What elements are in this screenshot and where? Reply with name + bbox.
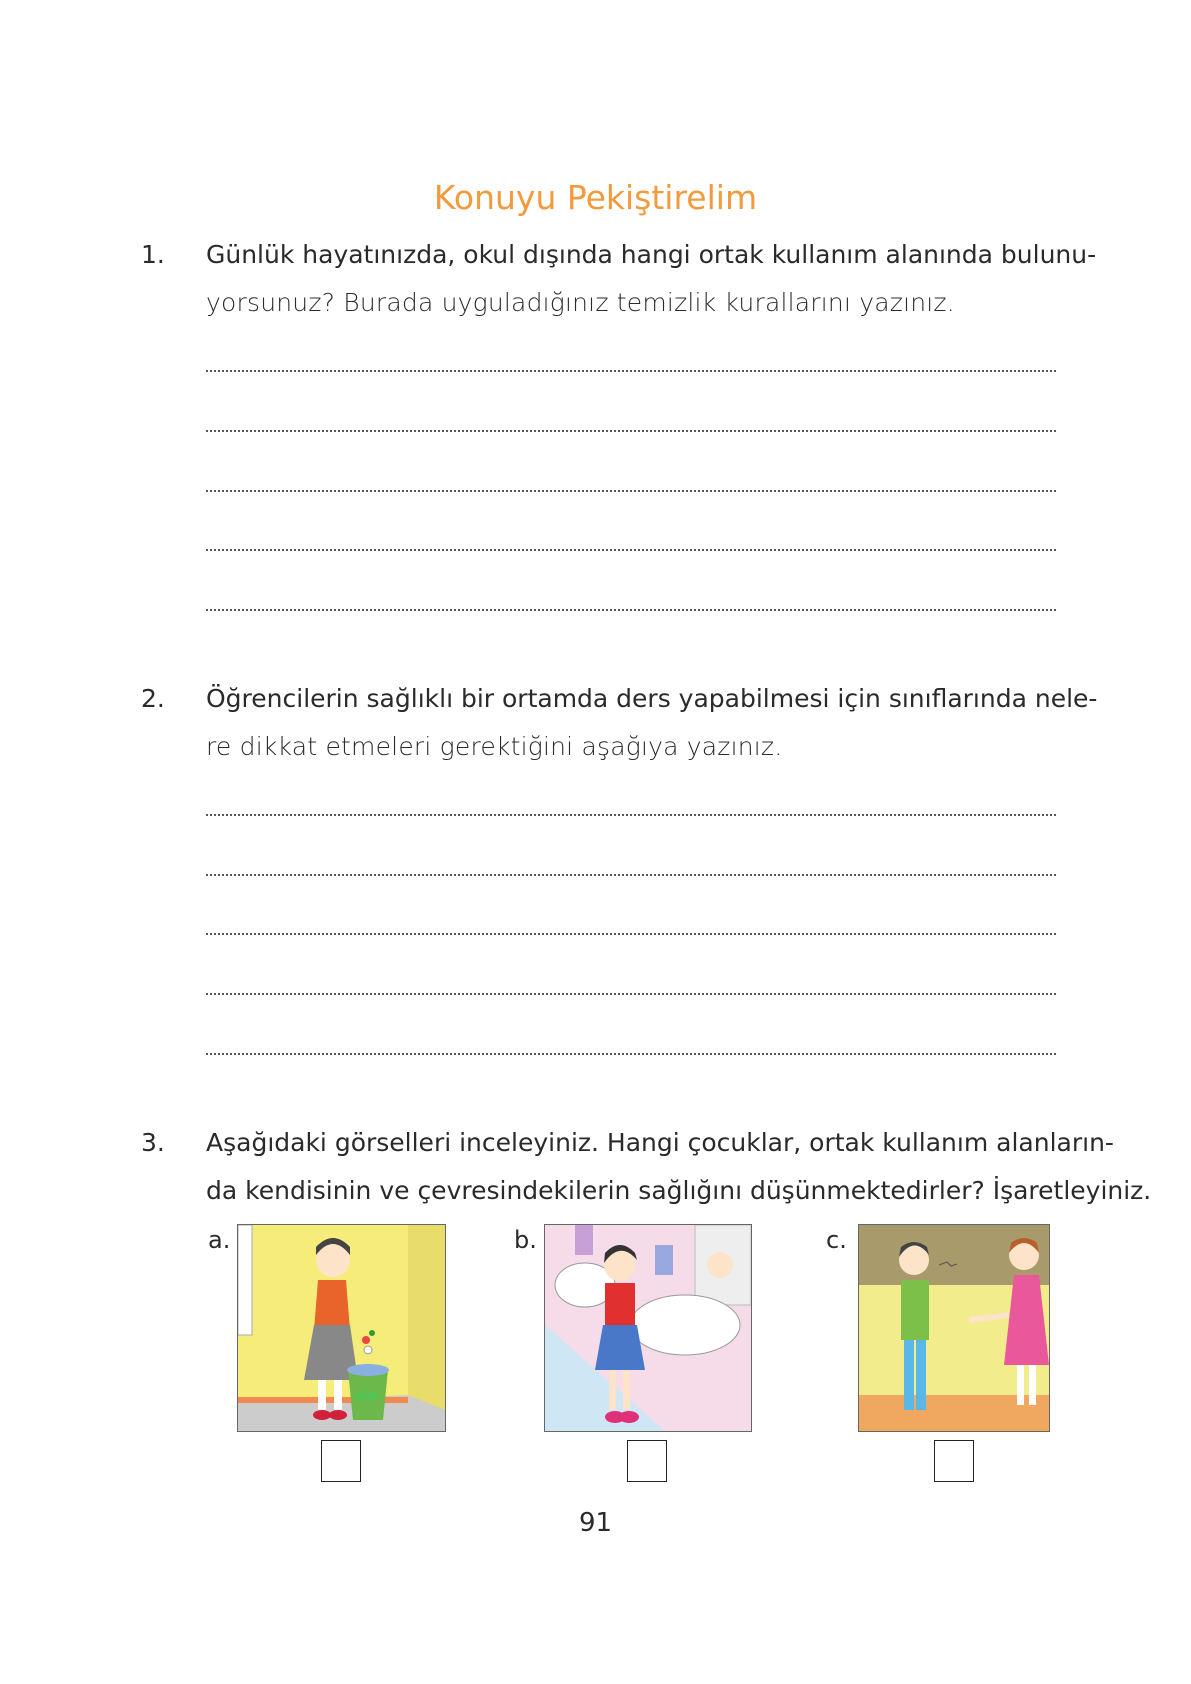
option-label: c. (826, 1226, 847, 1254)
answer-line[interactable] (206, 933, 1056, 935)
answer-line[interactable] (206, 430, 1056, 432)
question-number: 3. (141, 1128, 165, 1157)
answer-line[interactable] (206, 814, 1056, 816)
answer-line[interactable] (206, 370, 1056, 372)
checkbox-option-a[interactable] (321, 1440, 361, 1482)
illustration-girl-washing-hands (544, 1224, 752, 1432)
question-text: Günlük hayatınızda, okul dışında hangi ortak kullanım alanında bulunu- (206, 240, 1097, 269)
checkbox-option-b[interactable] (627, 1440, 667, 1482)
answer-line[interactable] (206, 609, 1056, 611)
question-text: Aşağıdaki görselleri inceleyiniz. Hangi çocuklar, ortak kullanım alanların- (206, 1128, 1114, 1157)
answer-line[interactable] (206, 490, 1056, 492)
answer-line[interactable] (206, 874, 1056, 876)
illustration-girl-throwing-trash (237, 1224, 446, 1432)
question-number: 2. (141, 684, 165, 713)
answer-line[interactable] (206, 993, 1056, 995)
option-label: a. (208, 1226, 231, 1254)
answer-line[interactable] (206, 1053, 1056, 1055)
option-label: b. (514, 1226, 537, 1254)
question-number: 1. (141, 240, 165, 269)
question-text: Öğrencilerin sağlıklı bir ortamda ders yapabilmesi için sınıflarında nele- (206, 684, 1098, 713)
page-number: 91 (578, 1508, 613, 1538)
question-text: da kendisinin ve çevresindekilerin sağlığını düşünmektedirler? İşaretleyiniz. (206, 1176, 1152, 1205)
question-text: yorsunuz? Burada uyguladığınız temizlik kurallarını yazınız. (206, 288, 955, 317)
checkbox-option-c[interactable] (934, 1440, 974, 1482)
answer-line[interactable] (206, 549, 1056, 551)
bin-label: ÇÖP (356, 1392, 377, 1403)
section-title: Konuyu Pekiştirelim (433, 178, 758, 217)
question-text: re dikkat etmeleri gerektiğini aşağıya yazınız. (206, 732, 783, 761)
illustration-boy-sneezing (858, 1224, 1050, 1432)
